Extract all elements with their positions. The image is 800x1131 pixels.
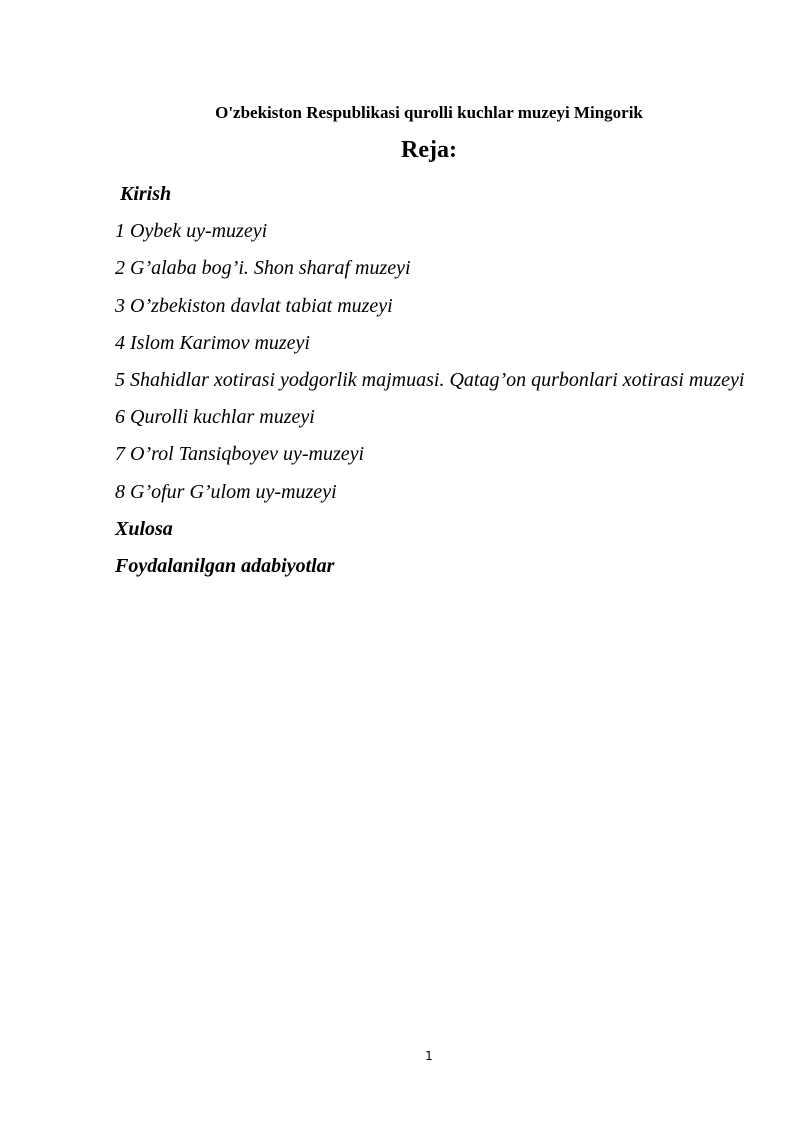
plan-item-references: Foydalanilgan adabiyotlar: [115, 555, 335, 578]
plan-list: [115, 176, 755, 585]
plan-heading: Reja:: [401, 137, 457, 163]
plan-item-7: 7 O’rol Tansiqboyev uy-muzeyi: [115, 443, 365, 466]
plan-item-8: 8 G’ofur G’ulom uy-muzeyi: [115, 480, 337, 503]
plan-item-4: 4 Islom Karimov muzeyi: [115, 331, 310, 354]
plan-item-introduction: Kirish: [120, 183, 172, 205]
page-number: 1: [425, 1049, 433, 1063]
plan-item-3: 3 O’zbekiston davlat tabiat muzeyi: [115, 294, 393, 317]
plan-item-5: 5 Shahidlar xotirasi yodgorlik majmuasi. Qatag’on qurbonlari xotirasi muzeyi: [115, 369, 745, 392]
plan-item-6: 6 Qurolli kuchlar muzeyi: [115, 406, 315, 429]
document-title: O'zbekiston Respublikasi qurolli kuchlar muzeyi Mingorik: [215, 103, 643, 122]
plan-item-1: 1 Oybek uy-muzeyi: [115, 220, 268, 243]
plan-item-2: 2 G’alaba bog’i. Shon sharaf muzeyi: [115, 257, 411, 280]
plan-item-conclusion: Xulosa: [115, 517, 173, 540]
